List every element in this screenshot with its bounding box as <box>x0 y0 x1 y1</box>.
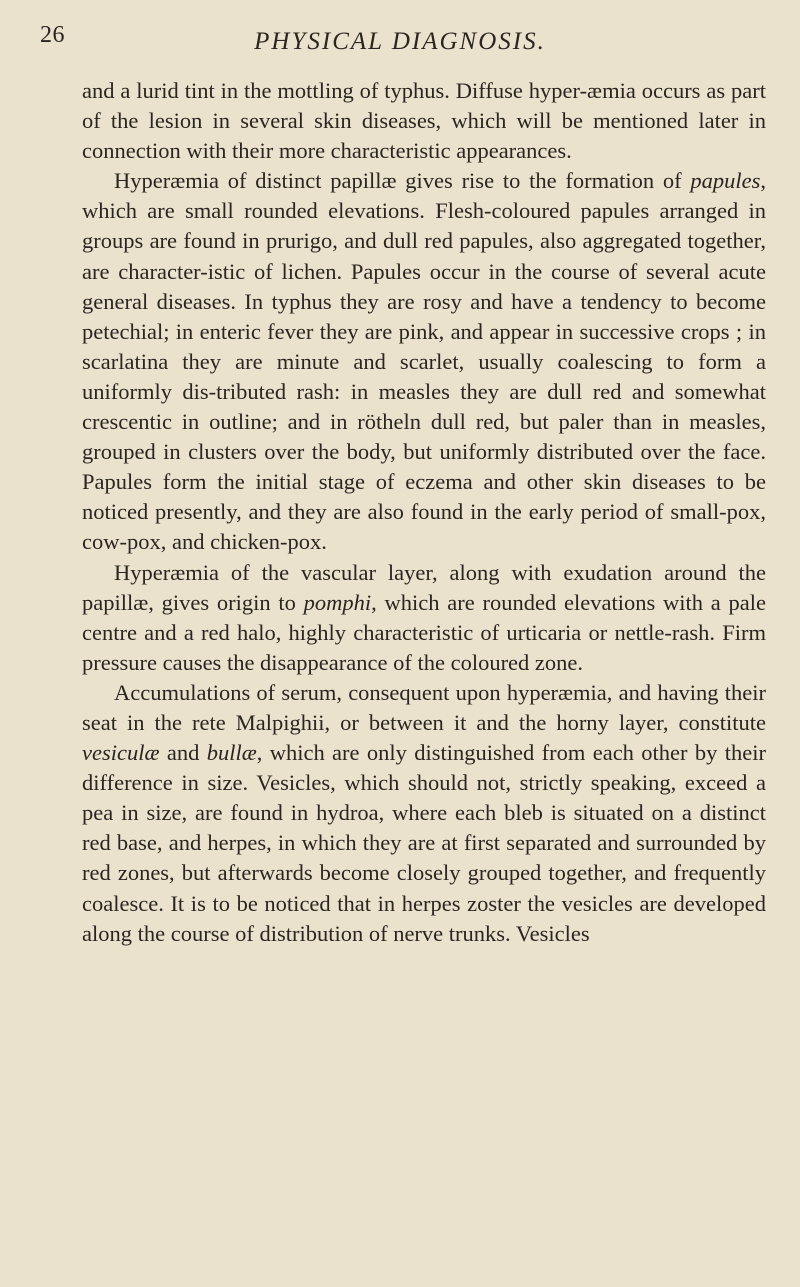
paragraph-vesicles <box>82 678 766 949</box>
text-segment: , which are rounded elevations with a pale centre and a red halo, highly characteristic of urticaria or nettle-rash. Firm pressure causes the disappearance of the coloured zone. <box>82 589 766 675</box>
running-head: PHYSICAL DIAGNOSIS. <box>254 28 546 55</box>
text-segment: and <box>159 740 207 766</box>
paragraph-pomphi <box>82 558 766 678</box>
term-vesiculae: vesiculæ <box>82 740 160 766</box>
paragraph-continued <box>82 76 766 166</box>
text-segment: , which are small rounded elevations. Flesh-coloured papules arranged in groups are found in prurigo, and dull red papules, also aggregated together, are character-istic of lichen. Papules occur in the course of several acute general diseases. In typhus they are rosy and have a tendency to become petechial; in enteric fever they are pink, and appear in successive crops ; in scarlatina they are minute and scarlet, usually coalescing to form a uniformly dis-tributed rash: in measles they are dull red and somewhat crescentic in outline; and in rötheln dull red, but paler than in measles, grouped in clusters over the body, but uniformly distributed over the face. Papules form the initial stage of eczema and other skin diseases to be noticed presently, and they are also found in the early period of small-pox, cow-pox, and chicken-pox. <box>82 168 766 555</box>
term-pomphi: pomphi <box>303 589 372 615</box>
text-segment: Accumulations of serum, consequent upon hyperæmia, and having their seat in the rete Malpighii, or between it and the horny layer, constitute <box>82 679 766 735</box>
paragraph-papules <box>82 166 766 557</box>
term-bullae: bullæ <box>206 740 257 766</box>
body-text <box>82 76 766 949</box>
page-number: 26 <box>40 22 65 48</box>
text-segment: Hyperæmia of distinct papillæ gives rise to the formation of <box>114 168 691 194</box>
text-segment: Hyperæmia of the vascular layer, along with exudation around the papillæ, gives origin to <box>82 559 766 615</box>
text-segment: , which are only distinguished from each other by their difference in size. Vesicles, which should not, strictly speaking, exceed a pea in size, are found in hydroa, where each bleb is situated on a distinct red base, and herpes, in which they are at first separated and surrounded by red zones, but afterwards become closely grouped together, and frequently coalesce. It is to be noticed that in herpes zoster the vesicles are developed along the course of distribution of nerve trunks. Vesicles <box>82 740 766 946</box>
text-segment: and a lurid tint in the mottling of typhus. Diffuse hyper-æmia occurs as part of the lesion in several skin diseases, which will be mentioned later in connection with their more characteristic appearances. <box>82 78 766 164</box>
term-papules: papules <box>690 168 761 194</box>
